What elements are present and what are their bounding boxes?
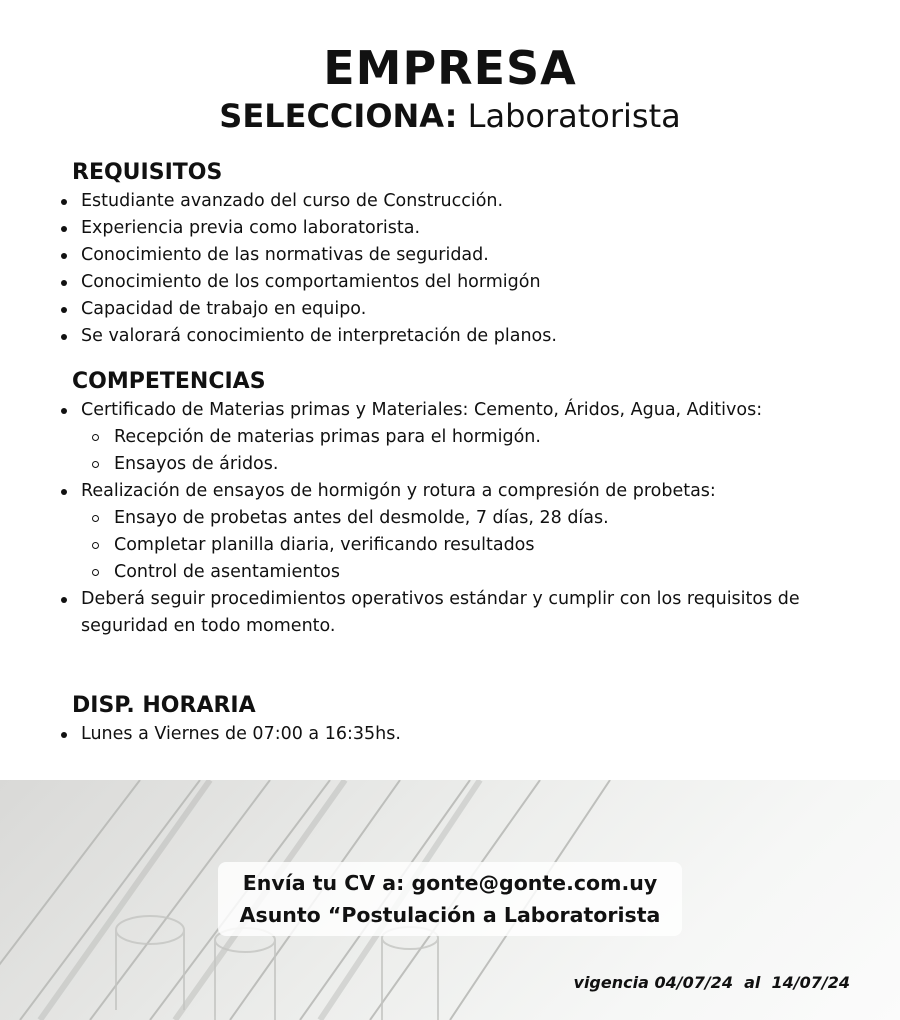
horario-heading: DISP. HORARIA [72,693,256,718]
horario-section [0,691,900,748]
contact-subject-line: Asunto “Postulación a Laboratorista [239,903,661,927]
header [0,40,900,136]
sub-list-item: Control de asentamientos [0,559,900,586]
competencias-section [0,367,900,640]
selecciona-label: SELECCIONA: [219,97,458,135]
requisitos-section [0,158,900,350]
list-item: Se valorará conocimiento de interpretación de planos. [0,323,900,350]
competencias-heading: COMPETENCIAS [72,369,266,394]
position-subtitle [0,96,900,136]
validity-dates: vigencia 04/07/24 al 14/07/24 [573,973,850,992]
list-item: Experiencia previa como laboratorista. [0,215,900,242]
sub-list-item: Recepción de materias primas para el hormigón. [0,424,900,451]
contact-email-line: Envía tu CV a: gonte@gonte.com.uy [242,871,658,895]
list-item: Estudiante avanzado del curso de Construcción. [0,188,900,215]
sub-list-item: Ensayo de probetas antes del desmolde, 7 días, 28 días. [0,505,900,532]
list-item: Deberá seguir procedimientos operativos estándar y cumplir con los requisitos de seguridad en todo momento. [0,586,900,640]
requisitos-heading: REQUISITOS [72,160,223,185]
horario-list [0,721,900,748]
list-item: Capacidad de trabajo en equipo. [0,296,900,323]
role-name: Laboratorista [467,97,681,135]
company-title: EMPRESA [323,41,577,95]
sub-list-item: Completar planilla diaria, verificando resultados [0,532,900,559]
list-item: Conocimiento de los comportamientos del hormigón [0,269,900,296]
contact-box [218,862,682,936]
competencias-list [0,397,900,640]
list-item: Certificado de Materias primas y Materiales: Cemento, Áridos, Agua, Aditivos: [0,397,900,424]
sub-list-item: Ensayos de áridos. [0,451,900,478]
requisitos-list [0,188,900,350]
list-item: Conocimiento de las normativas de seguridad. [0,242,900,269]
footer-banner [0,780,900,1020]
list-item: Realización de ensayos de hormigón y rotura a compresión de probetas: [0,478,900,505]
list-item: Lunes a Viernes de 07:00 a 16:35hs. [0,721,900,748]
